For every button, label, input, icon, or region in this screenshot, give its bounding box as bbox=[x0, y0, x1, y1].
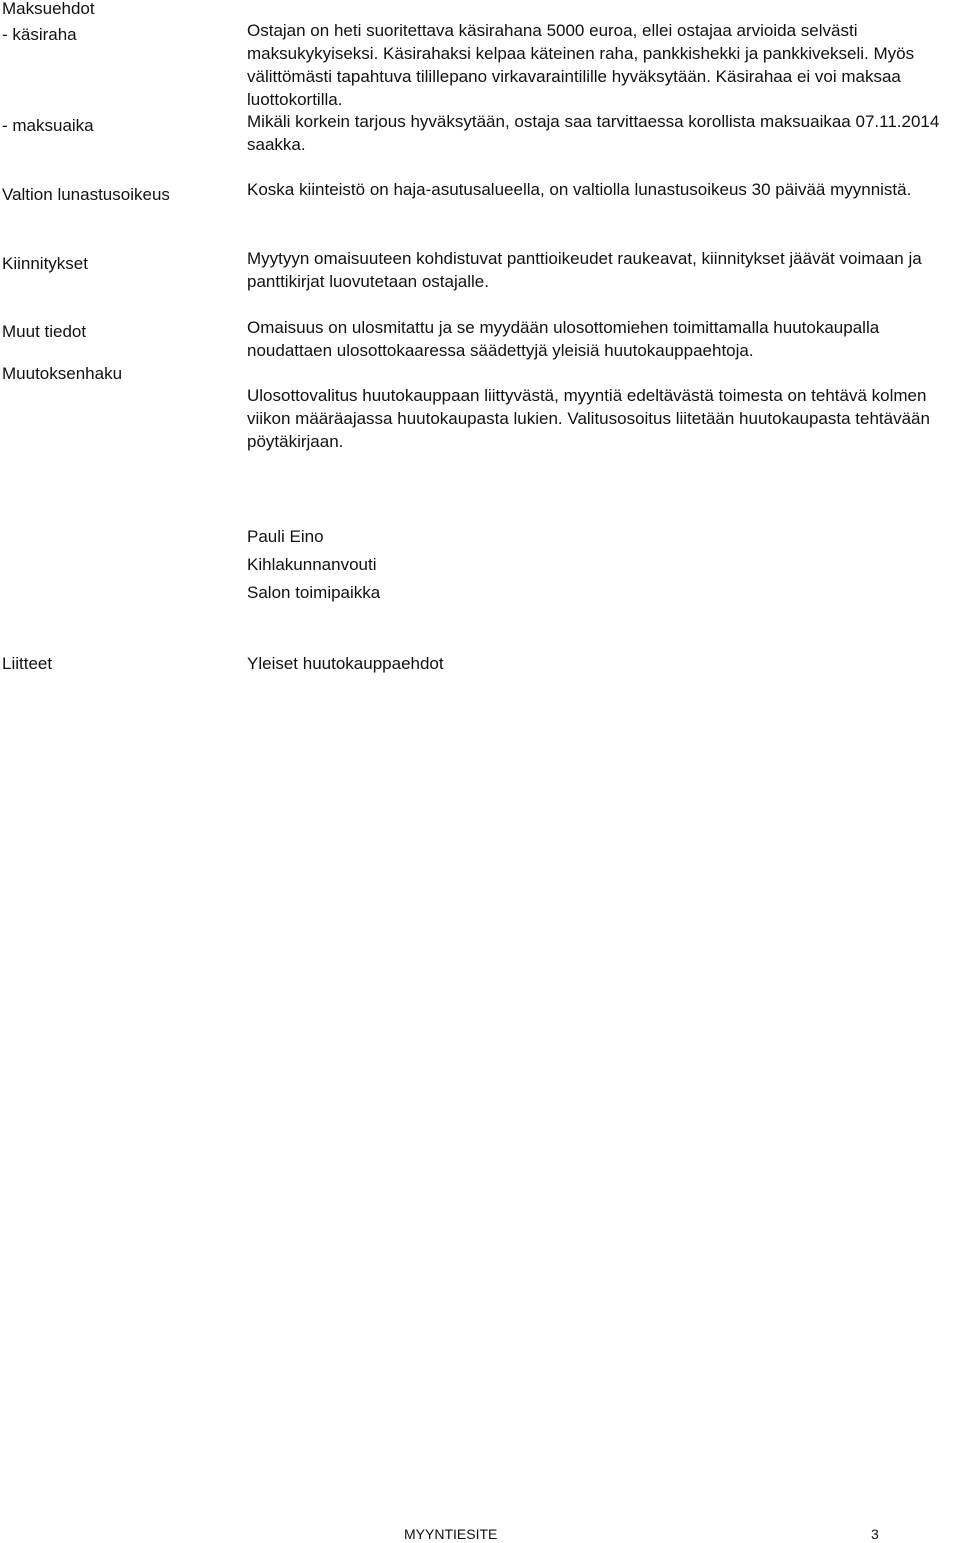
text-kasiraha: Ostajan on heti suoritettava käsirahana 5000 euroa, ellei ostajaa arvioida selvästi maksukykyiseksi. Käsirahaksi kelpaa käteinen raha, pankkishekki ja pankkivekseli. Myös välittömästi tapahtuva tilillepano virkavaraintilille hyväksytään. Käsirahaa ei voi maksaa luottokortilla. bbox=[247, 21, 915, 109]
text-muutoksenhaku: Ulosottovalitus huutokauppaan liittyvästä, myyntiä edeltävästä toimesta on tehtävä kolmen viikon määräajassa huutokaupasta lukien. Valitusosoitus liitetään huutokaupasta tehtävään pöytäkirjaan. bbox=[247, 386, 930, 451]
label-muut-tiedot: Muut tiedot bbox=[2, 322, 87, 341]
liitteet-item: Yleiset huutokauppaehdot bbox=[247, 654, 444, 673]
label-kiinnitykset: Kiinnitykset bbox=[2, 254, 88, 273]
label-maksuaika: - maksuaika bbox=[2, 116, 94, 135]
label-liitteet: Liitteet bbox=[2, 654, 53, 673]
footer-doc-title: MYYNTIESITE bbox=[404, 1526, 498, 1542]
text-muut-tiedot: Omaisuus on ulosmitattu ja se myydään ulosottomiehen toimittamalla huutokaupalla noudattaen ulosottokaaressa säädettyjä yleisiä huutokauppaehtoja. bbox=[247, 318, 880, 360]
label-kasiraha: - käsiraha bbox=[2, 25, 77, 44]
signature-name: Pauli Eino bbox=[247, 527, 324, 546]
section-heading-maksuehdot: Maksuehdot bbox=[2, 0, 95, 18]
text-maksuaika: Mikäli korkein tarjous hyväksytään, ostaja saa tarvittaessa korollista maksuaikaa 07.11.2014 saakka. bbox=[247, 112, 940, 154]
signature-title: Kihlakunnanvouti bbox=[247, 555, 377, 574]
text-lunastusoikeus: Koska kiinteistö on haja-asutusalueella, on valtiolla lunastusoikeus 30 päivää myynnistä. bbox=[247, 180, 912, 199]
text-kiinnitykset: Myytyyn omaisuuteen kohdistuvat panttioikeudet raukeavat, kiinnitykset jäävät voimaan ja panttikirjat luovutetaan ostajalle. bbox=[247, 249, 922, 291]
signature-office: Salon toimipaikka bbox=[247, 583, 381, 602]
label-muutoksenhaku: Muutoksenhaku bbox=[2, 364, 123, 383]
label-lunastusoikeus: Valtion lunastusoikeus bbox=[2, 185, 170, 204]
footer-page-number: 3 bbox=[871, 1526, 879, 1542]
